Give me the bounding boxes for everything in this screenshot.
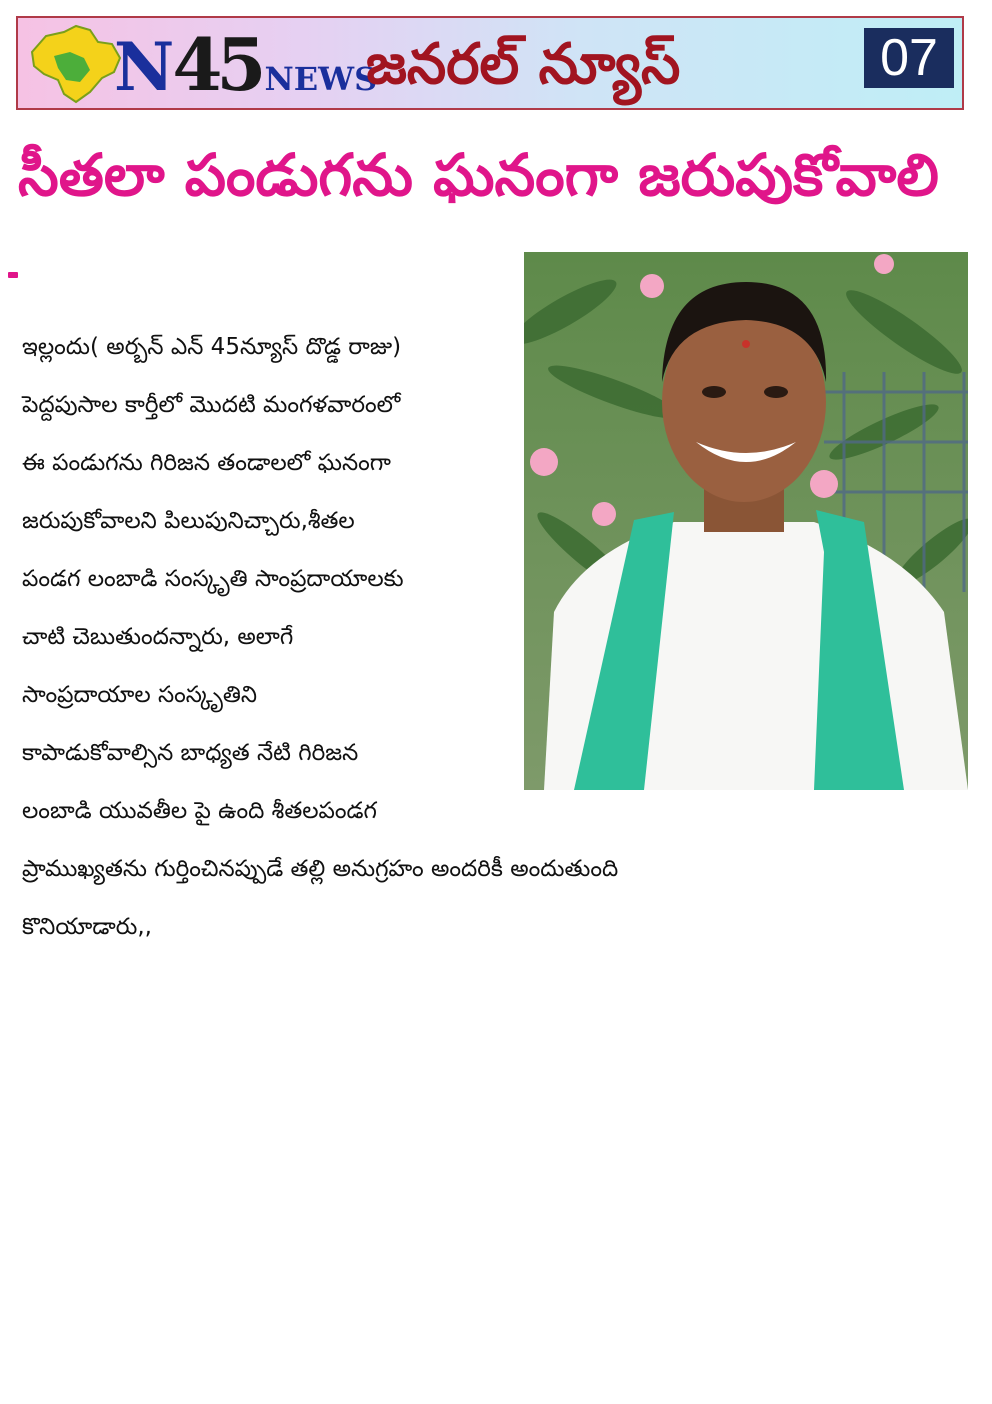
article-line: పెద్దపుసాల కార్తీలో మొదటి మంగళవారంలో <box>22 392 401 418</box>
article-line: లంబాడి యువతీల పై ఉంది శీతలపండగ <box>22 798 377 824</box>
article-line: ఈ పండుగను గిరిజన తండాలలో ఘనంగా <box>22 450 391 476</box>
article-line: కొనియాడారు,, <box>22 914 152 940</box>
article-line: సాంప్రదాయాల సంస్కృతిని <box>22 682 258 708</box>
headline: సీతలా పండుగను ఘనంగా జరుపుకోవాలి <box>18 141 939 209</box>
n45-news-logo <box>114 18 377 110</box>
masthead-banner <box>16 16 964 110</box>
article-line: ఇల్లందు( అర్బన్ ఎన్ 45న్యూస్ దొడ్డ రాజు) <box>22 334 402 360</box>
article-line: చాటి చెబుతుందన్నారు, అలాగే <box>22 624 294 650</box>
article-line: పండగ లంబాడి సంస్కృతి సాంప్రదాయాలకు <box>22 566 404 592</box>
article-line: జరుపుకోవాలని పిలుపునిచ్చారు,శీతల <box>22 508 355 534</box>
article-line: కాపాడుకోవాల్సిన బాధ్యత నేటి గిరిజన <box>22 740 359 766</box>
article-line: ప్రాముఖ్యతను గుర్తించినప్పుడే తల్లి అనుగ్రహం అందరికీ అందుతుంది <box>22 856 619 882</box>
bullet-marker <box>8 272 18 278</box>
logo-n: N <box>114 28 173 106</box>
logo-news: NEWS <box>264 60 378 98</box>
page-number: 07 <box>864 28 954 88</box>
logo-digits: 45 <box>172 22 261 107</box>
article-body <box>22 318 802 956</box>
section-title: జనరల్ న్యూస్ <box>366 32 681 97</box>
